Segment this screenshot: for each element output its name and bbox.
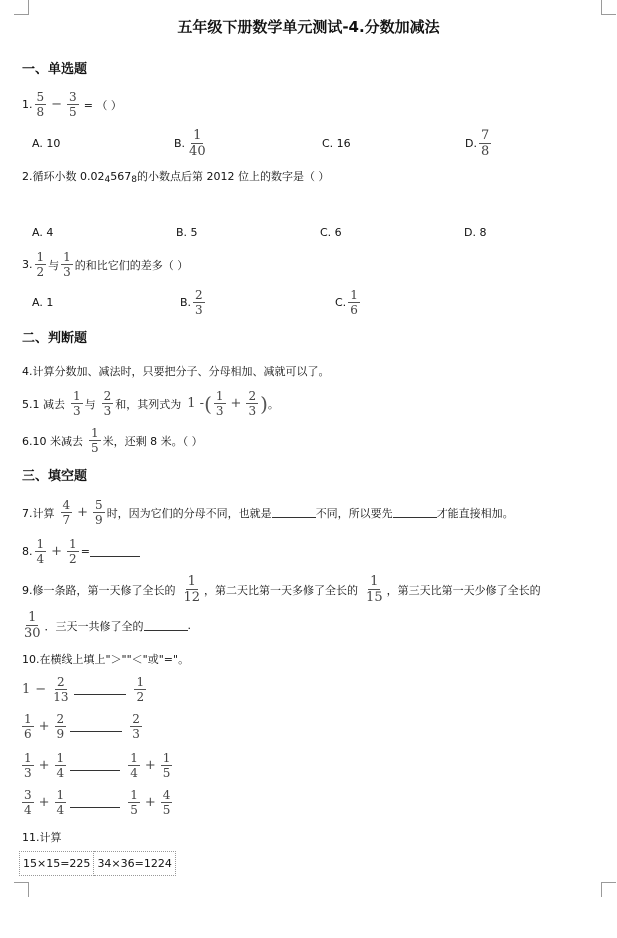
expression-part: 1 - <box>187 396 205 411</box>
operator: + <box>144 758 156 773</box>
comparison-row-2 <box>22 713 144 740</box>
fraction: $\frac{1}{4}$ <box>56 788 65 817</box>
question-text: 5.1 减去 <box>22 397 65 411</box>
q1-option-d[interactable] <box>465 129 493 158</box>
q2-option-c[interactable]: C. 6 <box>320 226 342 239</box>
table-cell: 15×15=225 <box>20 852 94 876</box>
fraction: $\frac{1}{6}$ <box>24 712 32 741</box>
calculation-table <box>19 851 176 876</box>
comparison-blank[interactable] <box>70 797 120 808</box>
question-text: 的小数点后第 2012 位上的数字是（ ） <box>136 170 330 183</box>
question-9-line-1 <box>22 575 541 604</box>
q2-option-b[interactable]: B. 5 <box>176 226 198 239</box>
fraction: $\frac{5}{9}$ <box>95 498 103 527</box>
q1-option-c[interactable]: C. 16 <box>322 137 351 150</box>
fraction: $\frac{2}{3}$ <box>103 389 112 418</box>
fraction: $\frac{5}{8}$ <box>36 90 45 119</box>
option-label: B. <box>180 296 192 309</box>
section-heading-fill-in: 三、填空题 <box>22 469 88 484</box>
fraction: $\frac{1}{5}$ <box>130 788 138 817</box>
fraction: $\frac{2}{13}$ <box>53 675 69 704</box>
q2-option-d[interactable]: D. 8 <box>464 226 487 239</box>
crop-mark-bottom-right <box>601 882 616 897</box>
fraction: $\frac{1}{12}$ <box>183 574 201 605</box>
fraction: $\frac{1}{4}$ <box>130 751 138 780</box>
question-6 <box>22 427 203 454</box>
operator: + <box>144 795 156 810</box>
table-row <box>20 852 176 876</box>
operator: + <box>230 396 242 411</box>
question-text: ，第三天比第一天少修了全长的 <box>386 583 541 597</box>
answer-blank[interactable] <box>144 620 188 631</box>
comparison-blank[interactable] <box>70 760 120 771</box>
fraction: $\frac{1}{30}$ <box>24 610 41 641</box>
question-11: 11.计算 <box>22 831 62 844</box>
question-4: 4.计算分数加、减法时，只要把分子、分母相加、减就可以了。 <box>22 365 330 378</box>
question-text: 不同，所以要先 <box>315 506 393 520</box>
fraction: $\frac{1}{3}$ <box>24 751 32 780</box>
question-text: 与 <box>48 258 60 272</box>
operator: + <box>51 544 63 559</box>
fraction: $\frac{2}{3}$ <box>195 288 203 317</box>
question-text: 9.修一条路，第一天修了全长的 <box>22 583 176 597</box>
fraction: $\frac{2}{3}$ <box>132 712 140 741</box>
operator: + <box>77 505 89 520</box>
comparison-row-3 <box>22 752 174 779</box>
question-text: 米，还剩 8 米。（ ） <box>102 434 203 448</box>
question-text: 才能直接相加。 <box>436 506 514 520</box>
repeating-digit-start: 4 <box>104 175 111 185</box>
comparison-blank[interactable] <box>74 684 126 695</box>
q3-option-a[interactable]: A. 1 <box>32 296 54 309</box>
question-3 <box>22 251 188 278</box>
table-cell: 34×36=1224 <box>94 852 175 876</box>
fraction: $\frac{4}{5}$ <box>162 788 171 817</box>
question-text: 时，因为它们的分母不同，也就是 <box>106 506 272 520</box>
answer-paren: = （ ） <box>83 98 122 112</box>
question-text: 和，其列式为 <box>115 397 182 411</box>
fraction: $\frac{1}{2}$ <box>69 537 77 566</box>
fraction: $\frac{3}{4}$ <box>24 788 32 817</box>
fraction: $\frac{4}{7}$ <box>62 498 71 527</box>
equals-sign: = <box>80 545 90 558</box>
section-heading-single-choice: 一、单选题 <box>22 62 88 77</box>
fraction: $\frac{7}{8}$ <box>480 128 490 159</box>
question-text: 567 <box>110 169 132 183</box>
comparison-row-4 <box>22 789 174 816</box>
comparison-row-1 <box>22 676 148 703</box>
option-label: B. <box>174 137 186 150</box>
expression-part: ( <box>204 391 212 416</box>
expression-part: ) <box>260 391 268 416</box>
option-label: D. <box>465 137 477 150</box>
section-heading-true-false: 二、判断题 <box>22 331 88 346</box>
operator: + <box>38 795 50 810</box>
question-10: 10.在横线上填上"＞""＜"或"="。 <box>22 653 190 666</box>
answer-blank[interactable] <box>393 507 437 518</box>
operator: + <box>38 758 50 773</box>
repeating-digit-end: 8 <box>131 175 137 185</box>
fraction: $\frac{1}{3}$ <box>73 389 81 418</box>
page-title: 五年级下册数学单元测试-4.分数加减法 <box>177 18 440 36</box>
question-7 <box>22 499 514 526</box>
fraction: $\frac{1}{40}$ <box>189 128 206 159</box>
fraction: $\frac{1}{5}$ <box>162 751 171 780</box>
q3-option-b[interactable] <box>180 289 207 316</box>
question-text: ．三天一共修了全的 <box>44 619 144 633</box>
q1-option-b[interactable] <box>174 129 210 158</box>
fraction: $\frac{1}{15}$ <box>366 574 383 605</box>
fraction: $\frac{2}{3}$ <box>248 389 257 418</box>
question-text: 与 <box>84 397 96 411</box>
question-text: . <box>187 619 192 632</box>
question-text: 。 <box>267 397 279 411</box>
question-text: ，第二天比第一天多修了全长的 <box>204 583 359 597</box>
question-5 <box>22 390 279 417</box>
question-text: 2.循环小数 0.02 <box>22 170 105 183</box>
question-number: 1. <box>22 98 33 111</box>
q1-option-a[interactable]: A. 10 <box>32 137 61 150</box>
question-text: 7.计算 <box>22 506 55 520</box>
question-number: 3. <box>22 258 33 271</box>
question-number: 8. <box>22 545 33 558</box>
fraction: $\frac{1}{3}$ <box>63 250 71 279</box>
fraction: $\frac{1}{3}$ <box>215 389 224 418</box>
fraction: $\frac{1}{4}$ <box>56 751 65 780</box>
fraction: $\frac{1}{4}$ <box>36 537 45 566</box>
operator: + <box>38 719 50 734</box>
fraction: $\frac{1}{2}$ <box>136 675 145 704</box>
fraction: $\frac{1}{2}$ <box>36 250 45 279</box>
crop-mark-top-left <box>14 0 29 15</box>
question-2 <box>22 168 329 184</box>
crop-mark-top-right <box>601 0 616 15</box>
q3-option-c[interactable] <box>335 289 362 316</box>
question-text: 6.10 米减去 <box>22 434 83 448</box>
question-8 <box>22 538 140 565</box>
question-1 <box>22 91 122 118</box>
option-label: C. <box>335 296 347 309</box>
operator: − <box>35 682 47 697</box>
answer-blank[interactable] <box>272 507 316 518</box>
operator: − <box>51 97 63 112</box>
fraction: $\frac{3}{5}$ <box>69 90 77 119</box>
answer-blank[interactable] <box>90 546 140 557</box>
fraction: $\frac{2}{9}$ <box>56 712 65 741</box>
fraction: $\frac{1}{5}$ <box>91 426 99 455</box>
q2-option-a[interactable]: A. 4 <box>32 226 54 239</box>
question-9-line-2 <box>22 611 191 640</box>
crop-mark-bottom-left <box>14 882 29 897</box>
fraction: $\frac{1}{6}$ <box>350 288 358 317</box>
comparison-blank[interactable] <box>70 721 122 732</box>
expression-part: 1 <box>22 682 31 697</box>
question-text: 的和比它们的差多（ ） <box>74 258 189 272</box>
